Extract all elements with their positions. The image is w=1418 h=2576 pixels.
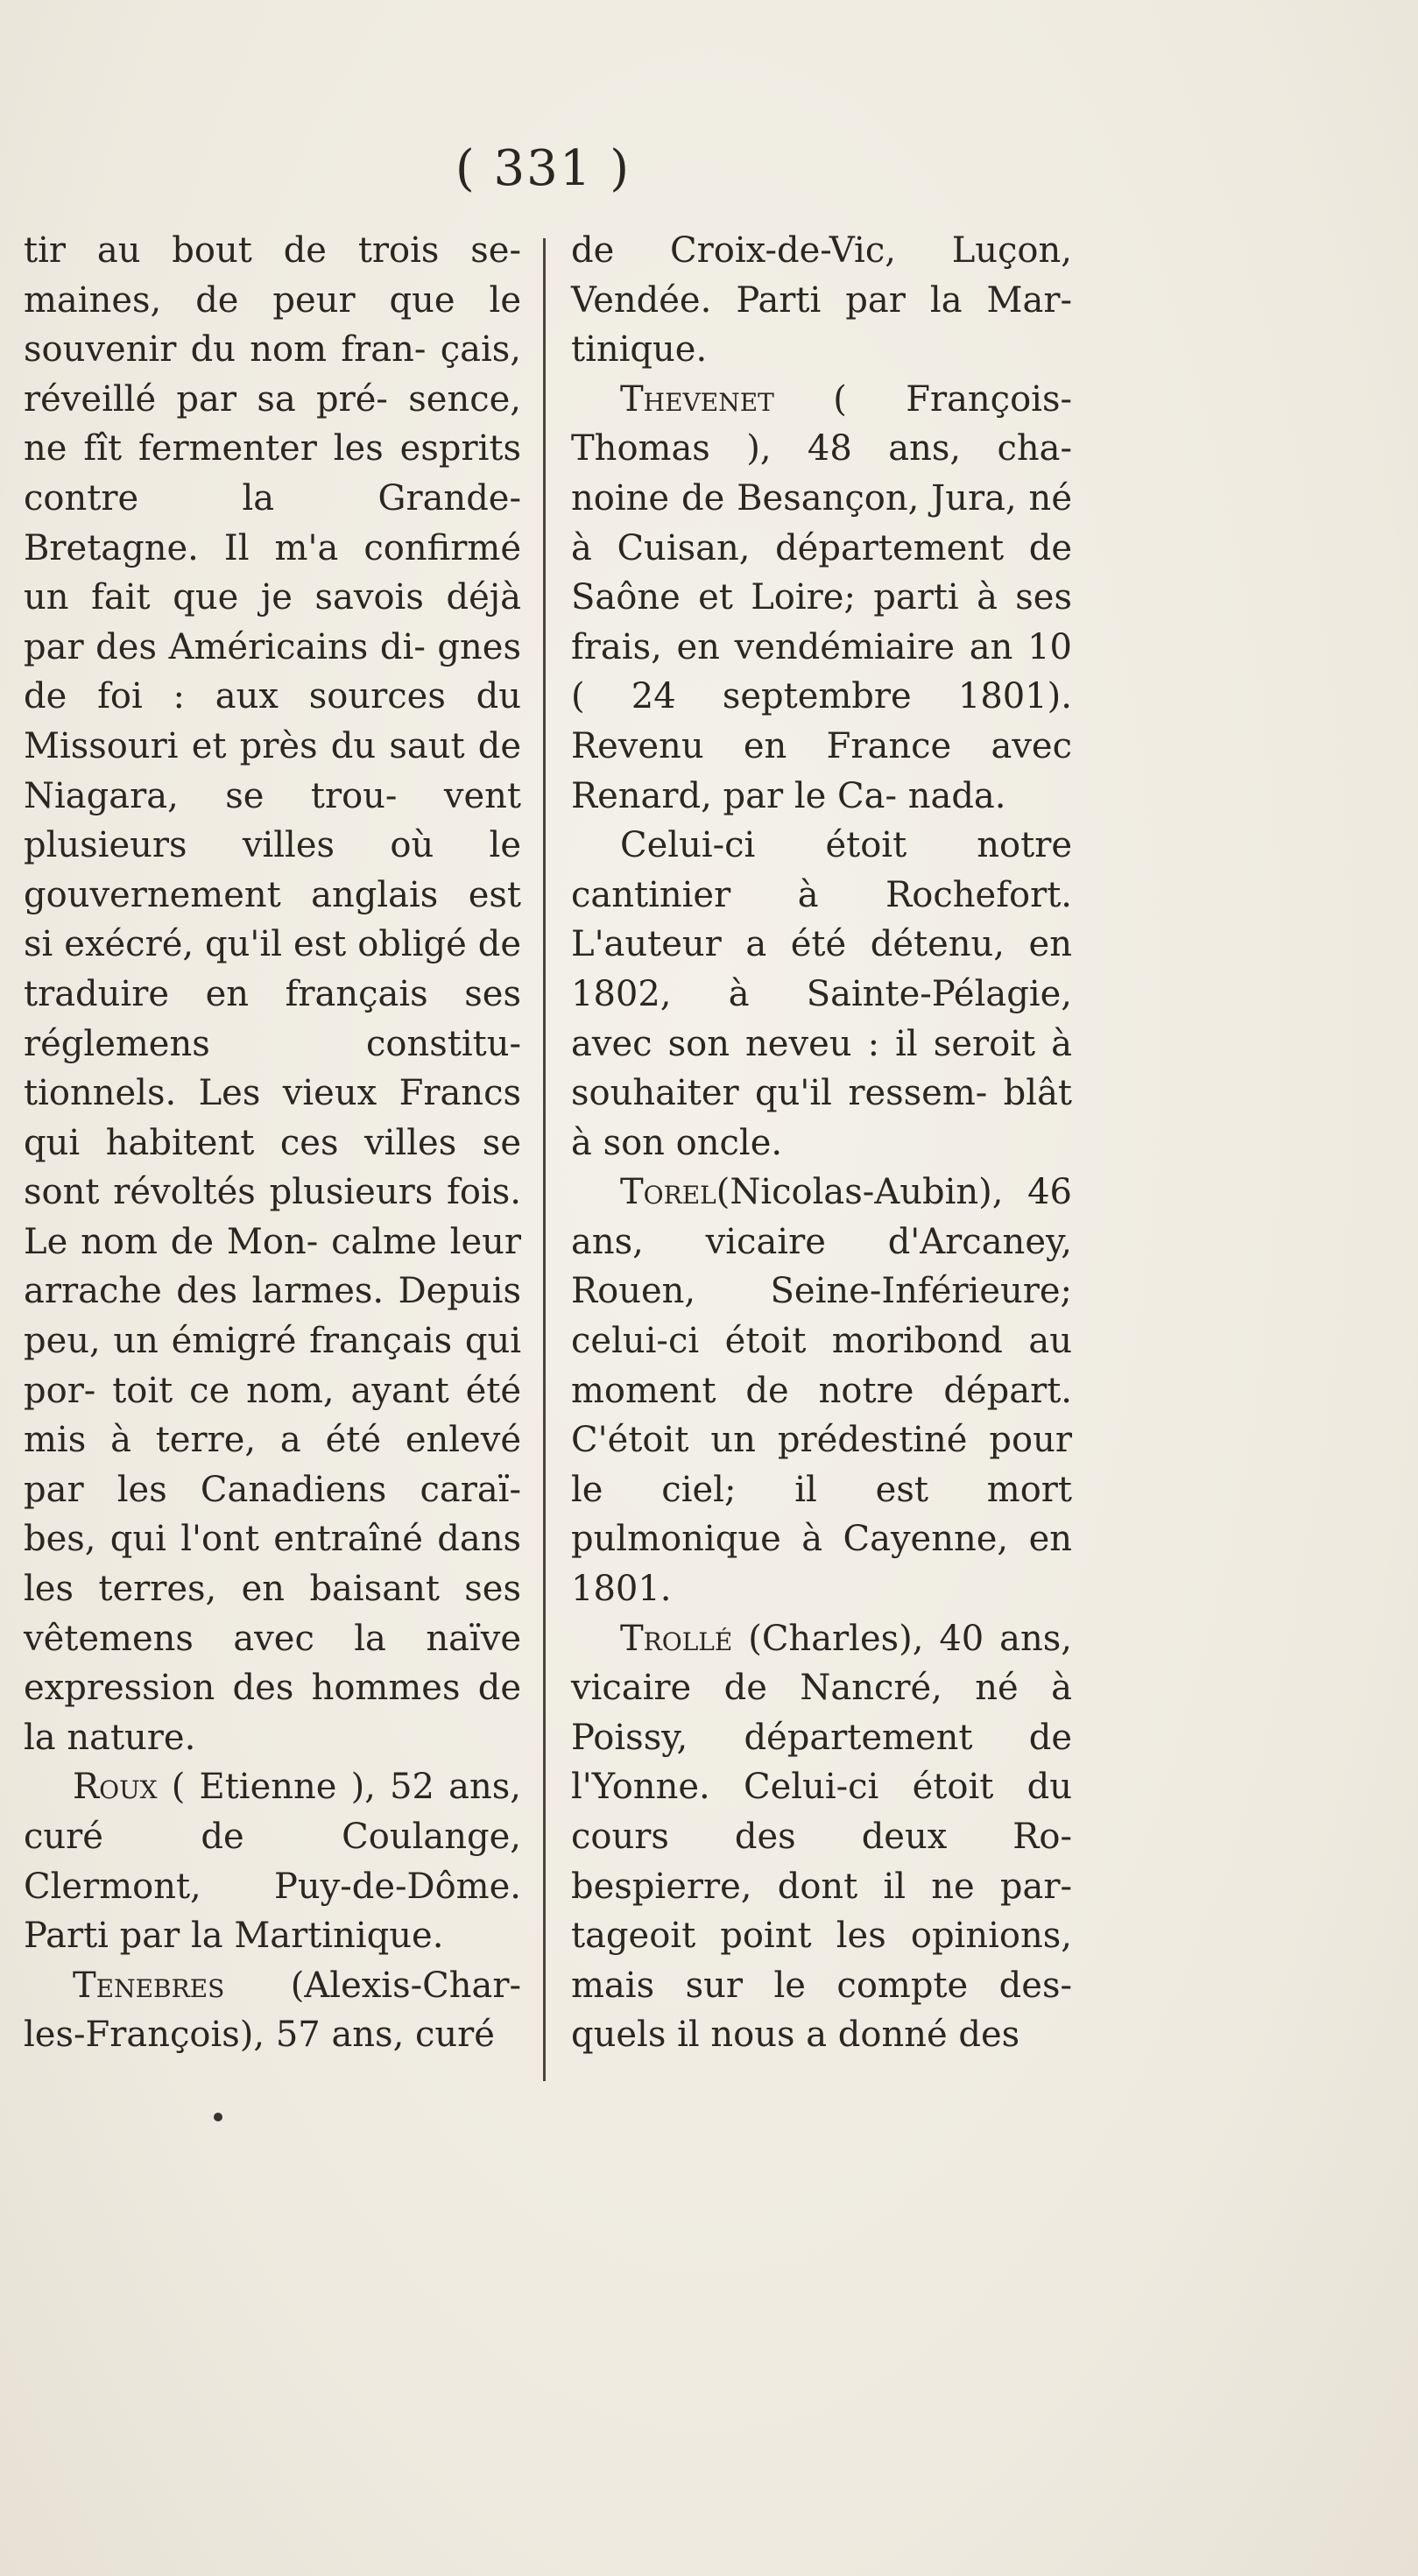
entry-tenebres: Tenebres (Alexis-Char- les-François), 57 ans, curé [24,1965,521,2056]
entry-trolle: Trollé (Charles), 40 ans, vicaire de Nancré, né à Poissy, département de l'Yonne. Celui-ci étoit du cours des deux Ro- bespierre, dont il ne par- tageoit point les opinions, mais sur le compte des- quels il nous a donné des [571,1618,1072,2056]
entry-name: Tenebres [73,1965,225,2006]
entry-name: Trollé [620,1618,733,1659]
page-number: ( 331 ) [455,140,631,197]
paragraph-continuation: de Croix-de-Vic, Luçon, Vendée. Parti par la Mar- tinique. [571,230,1072,371]
entry-thevenet: Thevenet ( François- Thomas ), 48 ans, cha- noine de Besançon, Jura, né à Cuisan, département de Saône et Loire; parti à ses frais, en vendémiaire an 10 ( 24 septembre 1801). Revenu en France avec Renard, par le Ca- nada. [571,378,1072,816]
entry-name: Thevenet [620,378,774,420]
right-column [571,226,1072,2060]
entry-name: Torel [620,1172,716,1213]
signature-mark-dot [214,2113,222,2121]
entry-roux: Roux ( Etienne ), 52 ans, curé de Coulange, Clermont, Puy-de-Dôme. Parti par la Martinique. [24,1767,521,1957]
paragraph-note: Celui-ci étoit notre cantinier à Rochefort. L'auteur a été détenu, en 1802, à Sainte-Pélagie, avec son neveu : il seroit à souhaiter qu'il ressem- blât à son oncle. [571,825,1072,1163]
column-divider [543,238,546,2081]
entry-name: Roux [73,1767,158,1808]
entry-torel: Torel(Nicolas-Aubin), 46 ans, vicaire d'Arcaney, Rouen, Seine-Inférieure; celui-ci étoit moribond au moment de notre départ. C'étoit un prédestiné pour le ciel; il est mort pulmonique à Cayenne, en 1801. [571,1172,1072,1610]
left-column [24,226,521,2060]
paragraph-continuation: tir au bout de trois se- maines, de peur que le souvenir du nom fran- çais, réveillé par sa pré- sence, ne fît fermenter les esprits contre la Grande- Bretagne. Il m'a confirmé un fait que je savois déjà par des Américains di- gnes de foi : aux sources du Missouri et près du saut de Niagara, se trou- vent plusieurs villes où le gouvernement anglais est si exécré, qu'il est obligé de traduire en français ses réglemens constitu- tionnels. Les vieux Francs qui habitent ces villes se sont révoltés plusieurs fois. Le nom de Mon- calme leur arrache des larmes. Depuis peu, un émigré français qui por- toit ce nom, ayant été mis à terre, a été enlevé par les Canadiens caraï- bes, qui l'ont entraîné dans les terres, en baisant ses vêtemens avec la naïve expression des hommes de la nature. [24,230,521,1758]
